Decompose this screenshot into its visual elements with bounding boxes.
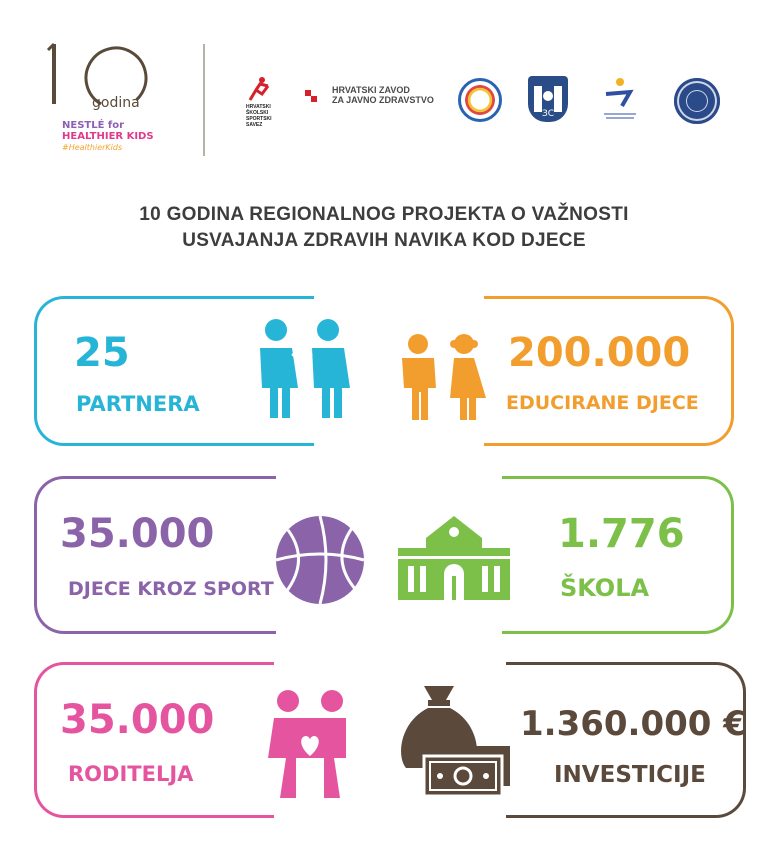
children-value: 200.000	[508, 330, 691, 376]
svg-text:ЗС: ЗС	[541, 109, 555, 119]
partner-seal-logo-1	[458, 78, 502, 122]
basketball-icon	[274, 514, 366, 606]
athletics-logo-icon	[600, 76, 640, 122]
partners-value: 25	[74, 330, 130, 376]
hzjz-line1: HRVATSKI ZAVOD	[332, 85, 410, 95]
title-line2: USVAJANJA ZDRAVIH NAVIKA KOD DJECE	[182, 230, 586, 251]
hzjz-line2: ZA JAVNO ZDRAVSTVO	[332, 95, 434, 105]
brand-line1: NESTLÉ for	[62, 120, 125, 131]
hss-runner-icon	[246, 76, 274, 102]
parents-value: 35.000	[60, 697, 215, 743]
partners-label: PARTNERA	[76, 392, 200, 416]
hzjz-logo-mark	[305, 90, 317, 104]
parents-label: RODITELJA	[68, 762, 194, 786]
school-building-icon	[398, 516, 510, 600]
schools-label: ŠKOLA	[560, 574, 650, 602]
partner-shield-logo	[528, 76, 568, 122]
hss-logo-text: HRVATSKI ŠKOLSKI SPORTSKI SAVEZ	[246, 104, 272, 128]
schools-value: 1.776	[558, 511, 685, 557]
two-people-icon	[256, 318, 356, 418]
partner-seal-logo-2	[674, 78, 720, 124]
brand-line2: HEALTHIER KIDS	[62, 131, 154, 142]
header-divider	[203, 44, 205, 156]
sport-label: DJECE KROZ SPORT	[68, 578, 274, 600]
couple-heart-icon	[268, 690, 352, 802]
hzjz-logo-text	[332, 85, 434, 105]
title-line1: 10 GODINA REGIONALNOG PROJEKTA O VAŽNOSTI	[139, 204, 629, 225]
page-title	[0, 202, 768, 254]
sport-value: 35.000	[60, 511, 215, 557]
brand-line3: #HealthierKids	[62, 143, 123, 152]
brand-text	[62, 120, 154, 153]
logo-word: godina	[92, 95, 140, 111]
children-label: EDUCIRANE DJECE	[506, 392, 699, 414]
boy-girl-icon	[398, 334, 488, 420]
shield-emblem-icon	[528, 76, 568, 122]
money-bag-icon	[398, 686, 510, 798]
investment-label: INVESTICIJE	[554, 762, 706, 788]
investment-value: 1.360.000 €	[520, 704, 747, 744]
